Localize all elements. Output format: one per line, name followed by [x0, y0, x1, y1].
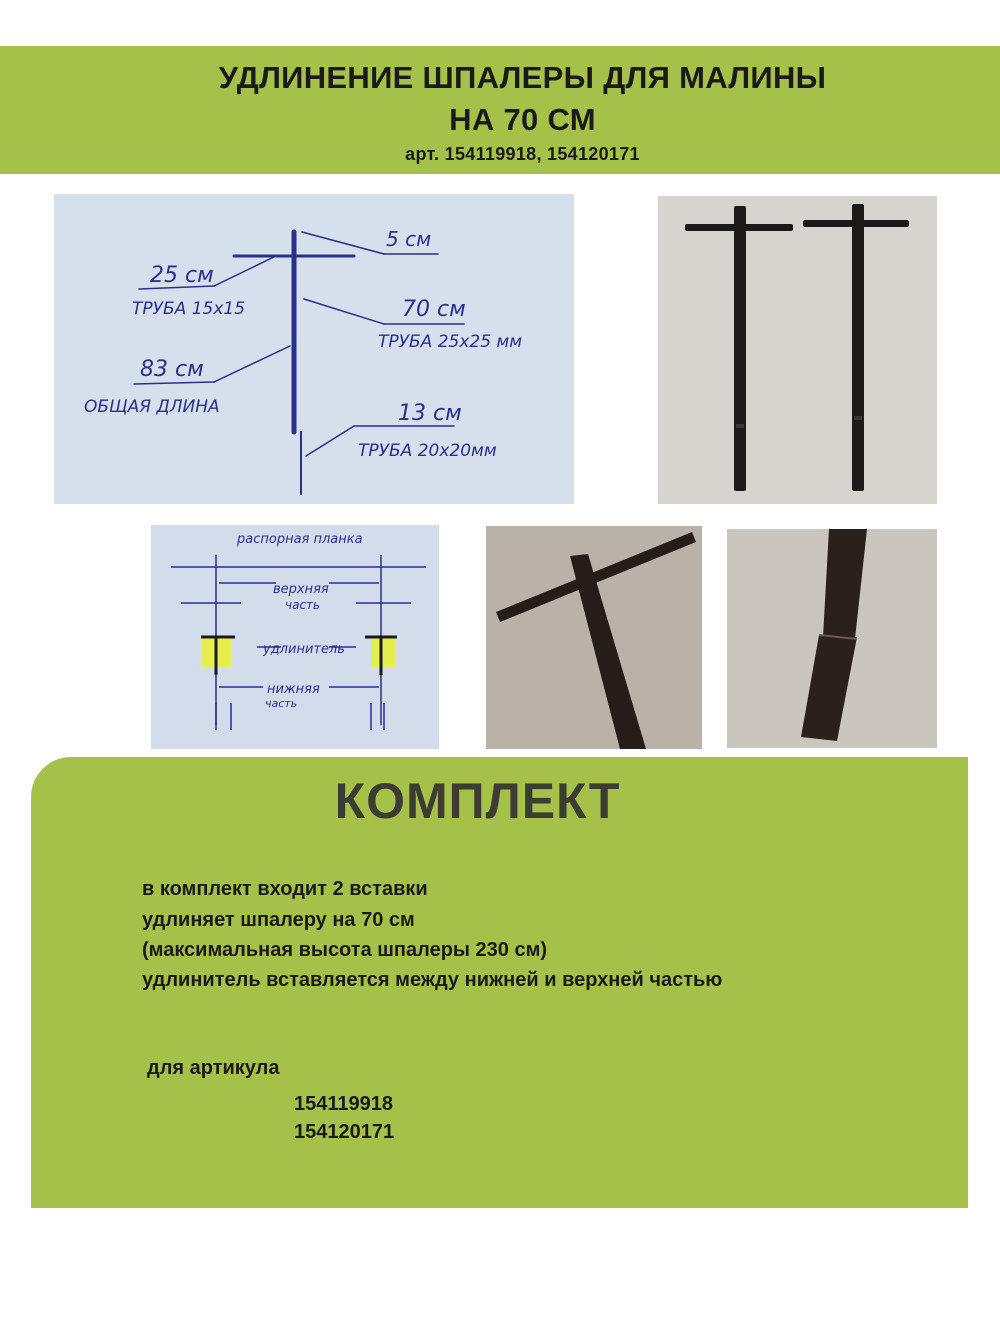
label-spacer-bar: распорная планка	[237, 532, 363, 547]
label-lower-part-2: часть	[265, 697, 298, 710]
label-83cm: 83 см	[140, 357, 204, 382]
label-5cm: 5 см	[386, 227, 432, 251]
kit-line-1: в комплект входит 2 вставки	[142, 878, 428, 900]
kit-line-4: удлинитель вставляется между нижней и верхней частью	[142, 969, 723, 991]
article-number: 154120171	[294, 1121, 395, 1143]
for-articles-label: для артикула	[147, 1057, 280, 1079]
kit-heading: КОМПЛЕКТ	[334, 773, 621, 829]
label-upper-part: верхняя	[273, 582, 329, 597]
label-upper-part-2: часть	[285, 598, 321, 612]
label-70cm: 70 см	[402, 297, 466, 322]
page-title-line2: НА 70 СМ	[449, 102, 596, 137]
dimension-sketch	[54, 194, 574, 504]
label-lower-part: нижняя	[267, 682, 320, 697]
page-title: УДЛИНЕНИЕ ШПАЛЕРЫ ДЛЯ МАЛИНЫ	[218, 60, 827, 95]
kit-line-2: удлиняет шпалеру на 70 см	[142, 909, 415, 931]
label-pipe-15: ТРУБА 15х15	[132, 299, 246, 319]
kit-line-3: (максимальная высота шпалеры 230 см)	[142, 939, 548, 961]
label-total-length: ОБЩАЯ ДЛИНА	[84, 397, 220, 417]
assembly-sketch	[151, 525, 439, 749]
label-extender: удлинитель	[263, 642, 345, 657]
label-pipe-20: ТРУБА 20х20мм	[358, 441, 497, 461]
article-numbers: арт. 154119918, 154120171	[405, 144, 640, 164]
article-number: 154119918	[294, 1093, 394, 1115]
label-13cm: 13 см	[398, 401, 462, 426]
product-photo-pair	[658, 196, 937, 504]
product-photo-joint	[486, 526, 702, 749]
product-photo-insert	[727, 529, 937, 748]
label-25cm: 25 см	[150, 263, 214, 288]
label-pipe-25: ТРУБА 25х25 мм	[378, 332, 523, 352]
